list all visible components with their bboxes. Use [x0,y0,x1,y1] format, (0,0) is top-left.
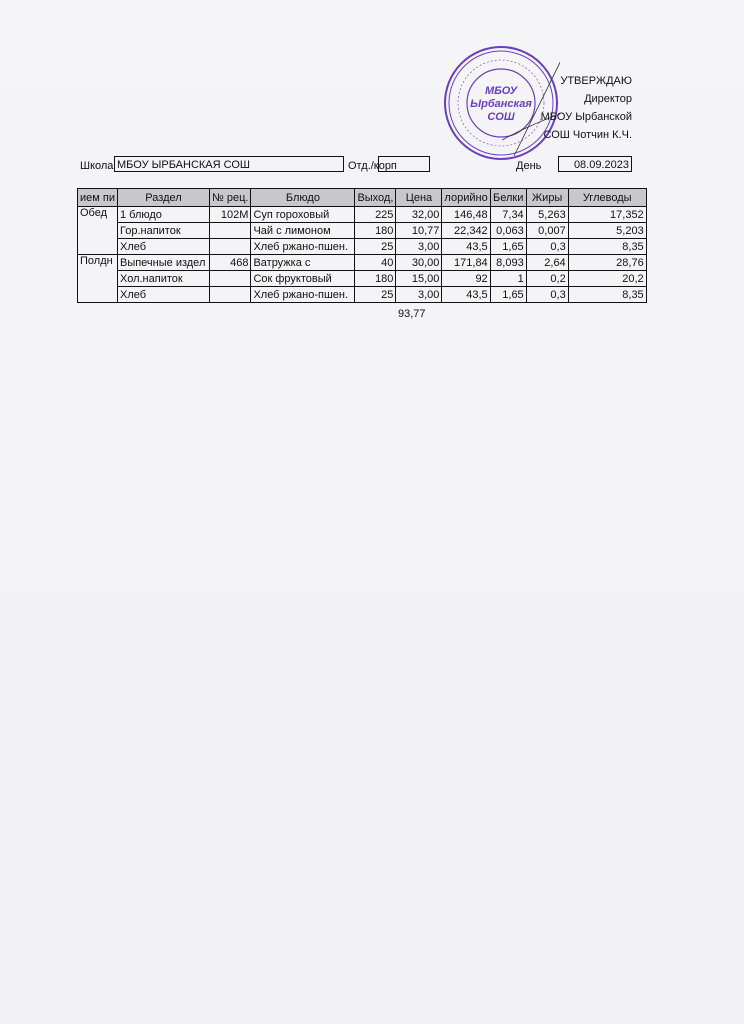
kcal-cell: 43,5 [442,239,490,255]
output-cell: 25 [355,287,396,303]
fat-cell: 5,263 [526,207,568,223]
dish-cell: Суп гороховый [251,207,355,223]
approval-block [541,72,632,144]
recipe-cell [209,271,250,287]
table-header-row [78,189,647,207]
section-cell: Гор.напиток [117,223,209,239]
kcal-cell: 171,84 [442,255,490,271]
table-row [78,255,647,271]
otd-label: Отд./корп [348,160,397,172]
kcal-cell: 146,48 [442,207,490,223]
section-cell: Хол.напиток [117,271,209,287]
stamp-center-line3: СОШ [487,111,515,123]
section-cell: Выпечные издел [117,255,209,271]
output-cell: 225 [355,207,396,223]
recipe-cell [209,287,250,303]
dish-cell: Чай с лимоном [251,223,355,239]
price-cell: 32,00 [396,207,442,223]
carbs-cell: 5,203 [568,223,646,239]
dish-cell: Сок фруктовый [251,271,355,287]
otd-value [378,156,430,172]
price-cell: 3,00 [396,287,442,303]
fat-cell: 0,3 [526,239,568,255]
table-row [78,207,647,223]
carbs-cell: 28,76 [568,255,646,271]
col-output: Выход, [355,189,396,207]
recipe-cell [209,223,250,239]
kcal-cell: 22,342 [442,223,490,239]
table-row [78,271,647,287]
recipe-cell: 468 [209,255,250,271]
col-price: Цена [396,189,442,207]
fat-cell: 0,3 [526,287,568,303]
approval-line3: МБОУ Ырбанской [540,111,632,123]
price-cell: 30,00 [396,255,442,271]
recipe-cell [209,239,250,255]
output-cell: 180 [355,223,396,239]
table-row [78,223,647,239]
protein-cell: 7,34 [490,207,526,223]
protein-cell: 1,65 [490,239,526,255]
school-label: Школа [80,160,114,172]
col-meal: ием пи [78,189,118,207]
output-cell: 25 [355,239,396,255]
total-price: 93,77 [398,308,426,320]
stamp-center-line2: Ырбанская [470,98,532,110]
section-cell: 1 блюдо [117,207,209,223]
fat-cell: 0,2 [526,271,568,287]
section-cell: Хлеб [117,287,209,303]
carbs-cell: 8,35 [568,239,646,255]
col-dish: Блюдо [251,189,355,207]
approval-line2: Директор [584,93,632,105]
col-section: Раздел [117,189,209,207]
menu-table [77,188,647,303]
kcal-cell: 43,5 [442,287,490,303]
school-value: МБОУ ЫРБАНСКАЯ СОШ [114,156,344,172]
output-cell: 40 [355,255,396,271]
carbs-cell: 17,352 [568,207,646,223]
dish-cell: Хлеб ржано-пшен. [251,239,355,255]
day-value: 08.09.2023 [558,156,632,172]
protein-cell: 1,65 [490,287,526,303]
col-recipe: № рец. [209,189,250,207]
table-row [78,287,647,303]
kcal-cell: 92 [442,271,490,287]
stamp-center-line1: МБОУ [484,85,518,97]
meal-cell: Обед [78,207,118,255]
price-cell: 15,00 [396,271,442,287]
section-cell: Хлеб [117,239,209,255]
protein-cell: 1 [490,271,526,287]
output-cell: 180 [355,271,396,287]
col-fat: Жиры [526,189,568,207]
carbs-cell: 20,2 [568,271,646,287]
approval-line1: УТВЕРЖДАЮ [560,75,632,87]
protein-cell: 0,063 [490,223,526,239]
protein-cell: 8,093 [490,255,526,271]
day-label: День [516,160,542,172]
meal-cell: Полдн [78,255,118,303]
fat-cell: 2,64 [526,255,568,271]
approval-line4: СОШ Чотчин К.Ч. [543,129,632,141]
col-carbs: Углеводы [568,189,646,207]
fat-cell: 0,007 [526,223,568,239]
price-cell: 3,00 [396,239,442,255]
dish-cell: Ватружка с [251,255,355,271]
dish-cell: Хлеб ржано-пшен. [251,287,355,303]
recipe-cell: 102М [209,207,250,223]
col-kcal: лорийно [442,189,490,207]
table-row [78,239,647,255]
price-cell: 10,77 [396,223,442,239]
carbs-cell: 8,35 [568,287,646,303]
col-protein: Белки [490,189,526,207]
